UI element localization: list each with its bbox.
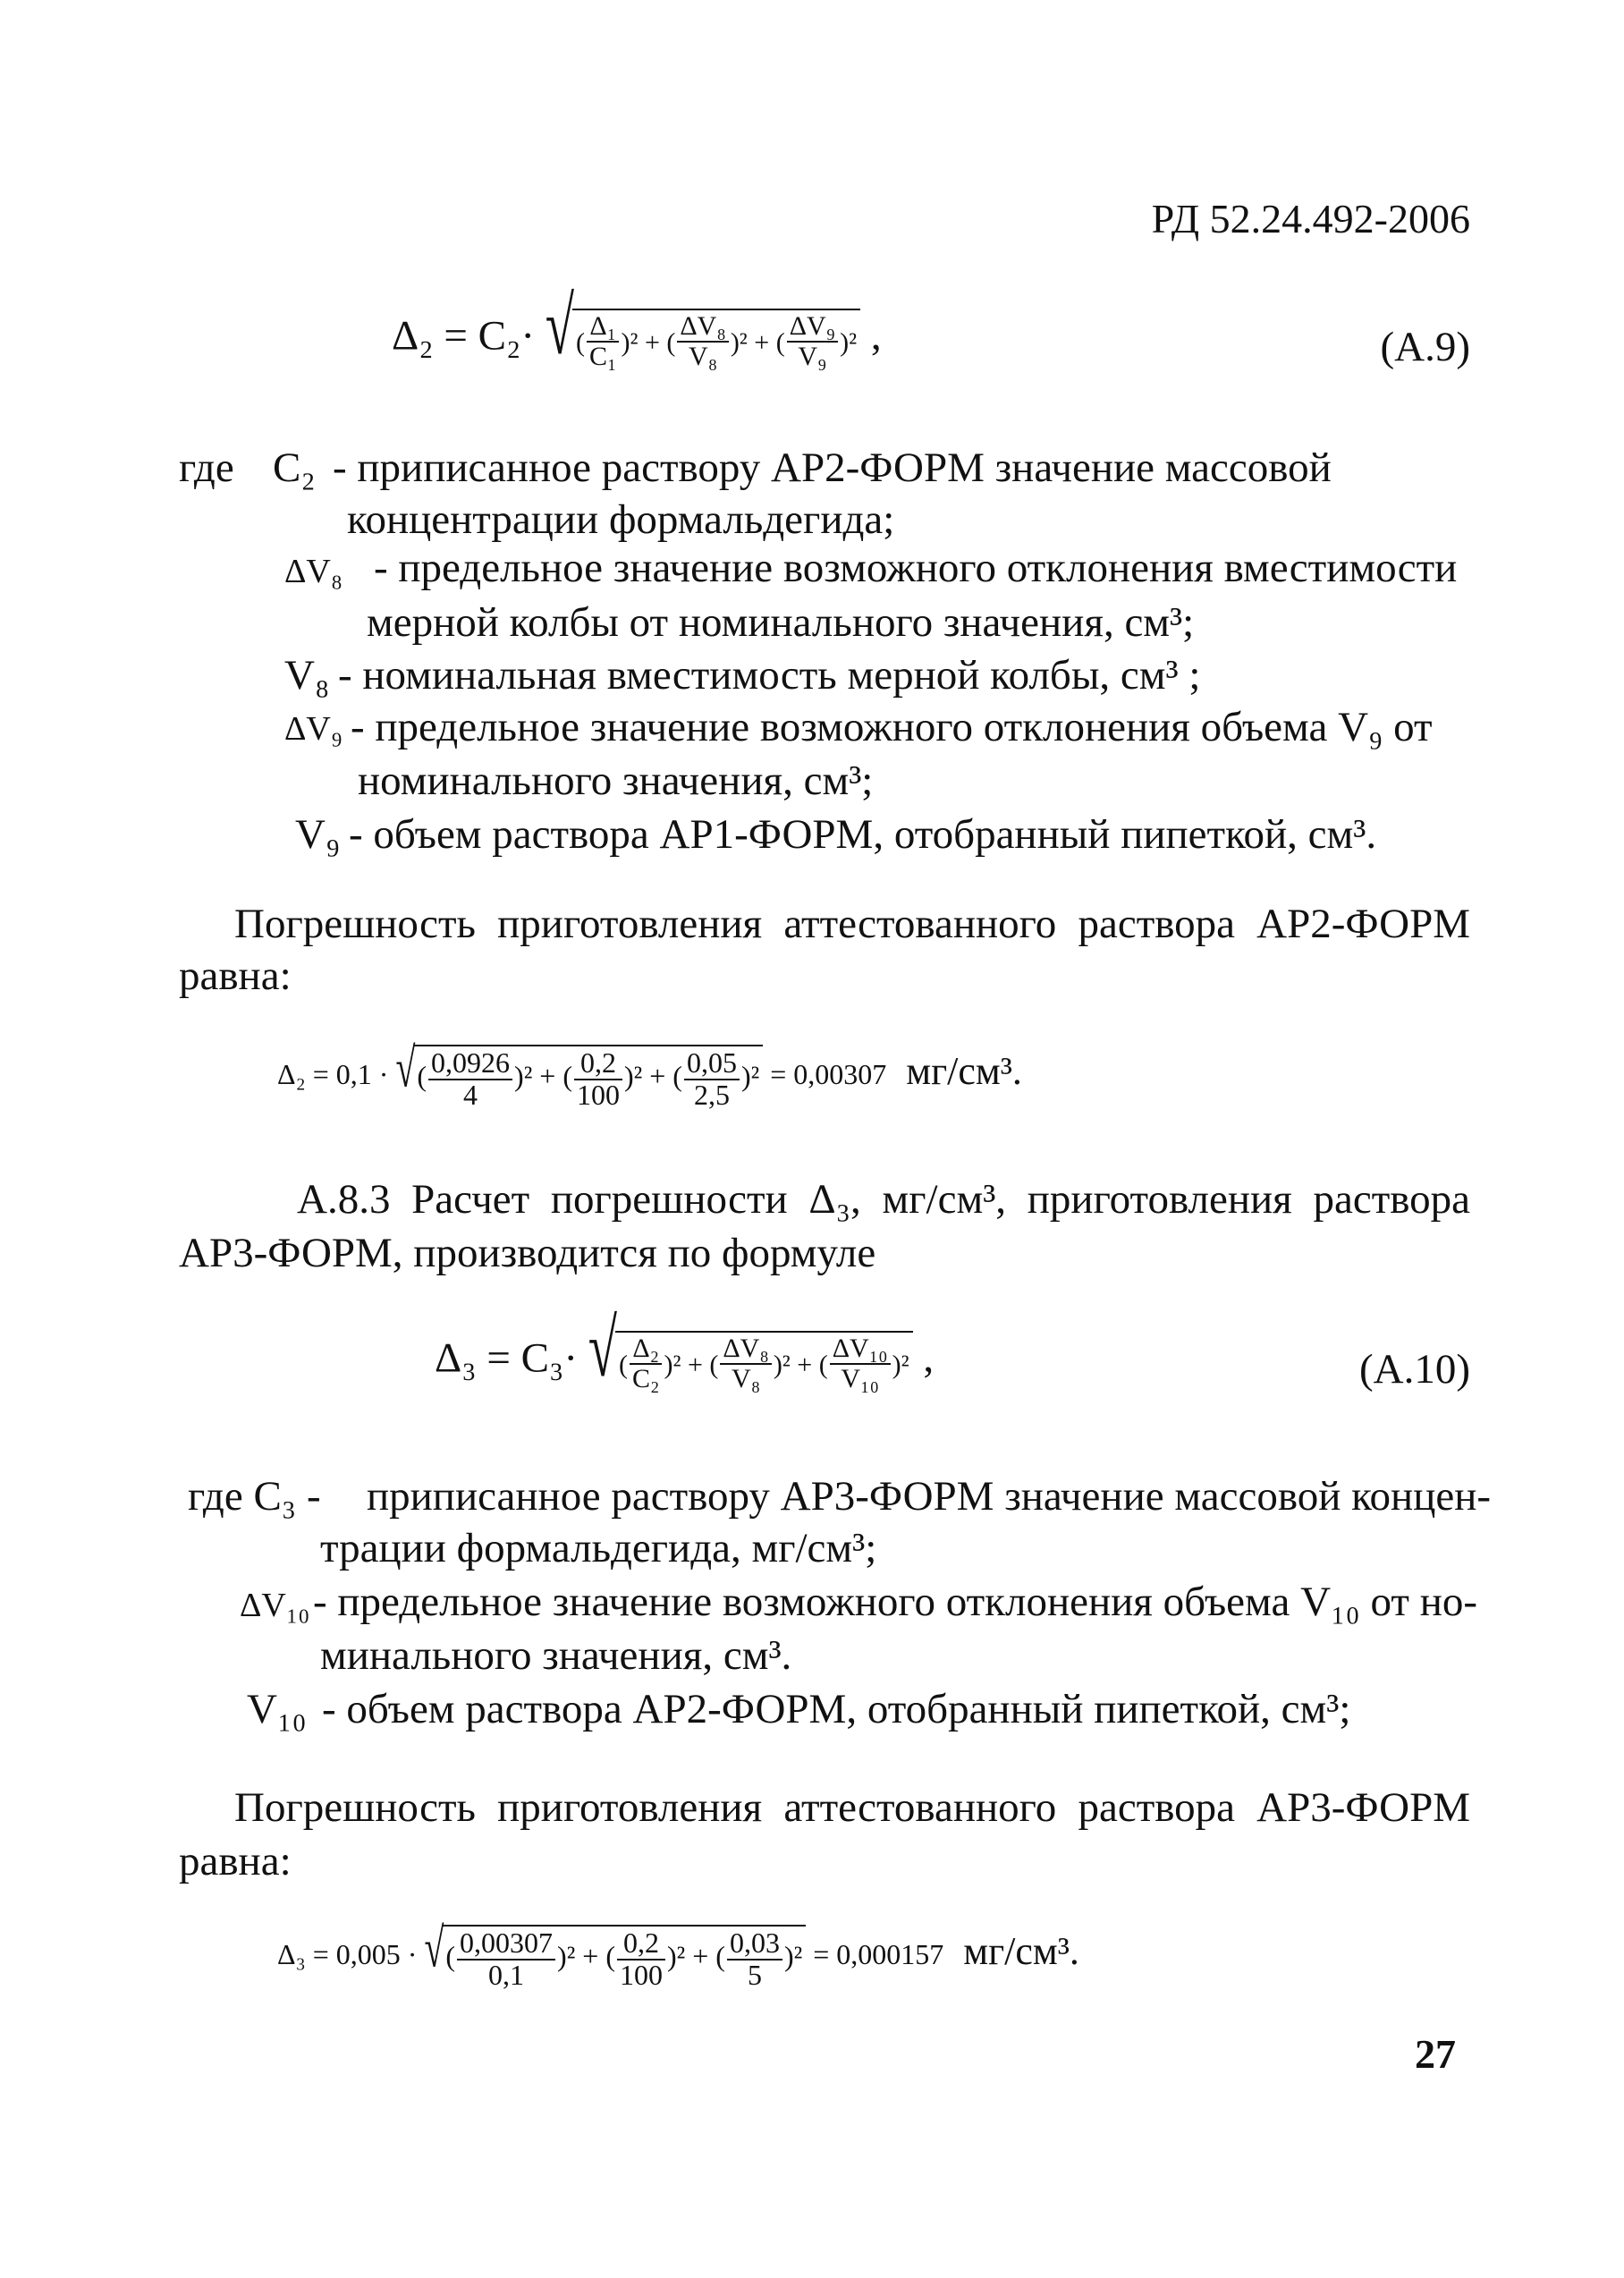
fraction-denominator: 5: [747, 1958, 762, 1991]
equation-number: (А.9): [1380, 324, 1470, 370]
page-number: 27: [1415, 2031, 1456, 2077]
fraction-numerator: ΔV₈: [720, 1334, 771, 1365]
definition-delta-v9: - предельное значение возможного отклонения объема V₉ от: [351, 704, 1433, 750]
calculation-unit: мг/см³.: [906, 1048, 1022, 1093]
sqrt-icon: √: [588, 1303, 618, 1394]
fraction-denominator: 4: [463, 1078, 478, 1111]
definition-c2: - приписанное раствору АР2-ФОРМ значение массовой: [333, 445, 1332, 491]
definition-delta-v10-cont: минального значения, см³.: [320, 1632, 792, 1679]
definition-v9: - объем раствора АР1-ФОРМ, отобранный пипеткой, см³.: [349, 811, 1377, 858]
calculation-result: = 0,00307: [770, 1057, 887, 1090]
fraction-numerator: 0,05: [684, 1048, 740, 1080]
equation-a9: Δ₂ = C₂· √( $\frac{\text{Δ₁}}{\text{C₁}}$ )² + ( $\frac{\text{ΔV₈}}{\text{V₈}}$ )² + ( $\frac{\text{ΔV₉}}{\text{V₉}}$ )² ,: [392, 281, 882, 372]
calculation-unit: мг/см³.: [963, 1928, 1079, 1973]
where-lead: где C₃ -: [188, 1473, 321, 1520]
definition-delta-v9-cont: номинального значения, см³;: [358, 758, 874, 804]
symbol-delta-v8: ΔV₈: [284, 553, 343, 590]
fraction-numerator: ΔV₈: [677, 312, 728, 343]
symbol-v8: V₈: [284, 652, 330, 699]
fraction-numerator: 0,2: [617, 1928, 665, 1960]
radical: √( $\frac{0,0926}{4}$ )² + ( $\frac{0,2}{100}$ )² + ( $\frac{0,05}{2,5}$ )²: [395, 1045, 763, 1110]
equation-number: (А.10): [1359, 1346, 1470, 1393]
definition-c2-cont: концентрации формальдегида;: [347, 496, 895, 543]
equation-a10: Δ₃ = C₃· √( $\frac{\text{Δ₂}}{\text{C₂}}$ )² + ( $\frac{\text{ΔV₈}}{\text{V₈}}$ )² + ( $\frac{\text{ΔV₁₀}}{\text{V₁₀}}$ )² ,: [435, 1303, 935, 1394]
symbol-v9: V₉: [295, 811, 341, 858]
fraction-numerator: 0,2: [574, 1048, 622, 1080]
fraction-numerator: 0,0926: [428, 1048, 512, 1080]
paragraph-ar2-line2: равна:: [179, 953, 292, 999]
fraction-denominator: 2,5: [693, 1078, 730, 1111]
section-a83-line1: А.8.3 Расчет погрешности Δ₃, мг/см³, приготовления раствора: [297, 1176, 1470, 1223]
fraction-denominator: V₁₀: [841, 1363, 879, 1393]
sqrt-icon: √: [545, 281, 575, 372]
fraction-denominator: C₂: [632, 1363, 660, 1393]
calculation-lhs: Δ₃ = 0,005 ·: [277, 1937, 418, 1970]
calculation-delta3: [277, 1916, 1079, 1991]
radical: √( $\frac{\text{Δ₁}}{\text{C₁}}$ )² + ( $\frac{\text{ΔV₈}}{\text{V₈}}$ )² + ( $\frac{\text{ΔV₉}}{\text{V₉}}$ )²: [546, 309, 860, 370]
paragraph-ar3-line2: равна:: [179, 1838, 292, 1884]
section-a83-line2: АР3-ФОРМ, производится по формуле: [179, 1230, 876, 1276]
document-code: РД 52.24.492-2006: [1151, 196, 1470, 241]
fraction-numerator: ΔV₁₀: [830, 1334, 891, 1365]
symbol-delta-v10: ΔV₁₀: [240, 1587, 310, 1624]
sqrt-icon: √: [424, 1916, 444, 1979]
symbol-v10: V₁₀: [247, 1686, 307, 1732]
definition-c3: приписанное раствору АР3-ФОРМ значение массовой концен-: [367, 1473, 1492, 1520]
paragraph-ar3-line1: Погрешность приготовления аттестованного раствора АР3-ФОРМ: [234, 1784, 1470, 1831]
definition-v10: - объем раствора АР2-ФОРМ, отобранный пипеткой, см³;: [322, 1686, 1351, 1732]
definition-c3-cont: трации формальдегида, мг/см³;: [320, 1525, 877, 1571]
definition-v8: - номинальная вместимость мерной колбы, см³ ;: [338, 652, 1201, 699]
calculation-lhs: Δ₂ = 0,1 ·: [277, 1057, 389, 1090]
definition-delta-v8-cont: мерной колбы от номинального значения, см³;: [367, 599, 1195, 646]
fraction-denominator: C₁: [589, 341, 617, 371]
paragraph-ar2-line1: Погрешность приготовления аттестованного раствора АР2-ФОРМ: [234, 901, 1470, 947]
radical: √( $\frac{\text{Δ₂}}{\text{C₂}}$ )² + ( $\frac{\text{ΔV₈}}{\text{V₈}}$ )² + ( $\frac{\text{ΔV₁₀}}{\text{V₁₀}}$ )²: [588, 1331, 913, 1393]
sqrt-icon: √: [395, 1036, 416, 1099]
fraction-numerator: 0,00307: [457, 1928, 555, 1960]
fraction-denominator: V₉: [798, 341, 827, 371]
fraction-numerator: 0,03: [727, 1928, 782, 1960]
definition-delta-v10: - предельное значение возможного отклонения объема V₁₀ от но-: [313, 1579, 1478, 1625]
symbol-c2: C₂: [273, 445, 316, 491]
symbol-delta-v9: ΔV₉: [284, 710, 343, 748]
fraction-numerator: Δ₁: [587, 312, 619, 343]
where-lead: где: [179, 445, 234, 491]
fraction-numerator: Δ₂: [630, 1334, 662, 1365]
fraction-denominator: V₈: [689, 341, 718, 371]
definition-delta-v8: - предельное значение возможного отклонения вместимости: [374, 545, 1458, 591]
equation-lhs: Δ₃ = C₃·: [435, 1334, 579, 1382]
radical: √( $\frac{0,00307}{0,1}$ )² + ( $\frac{0,2}{100}$ )² + ( $\frac{0,03}{5}$ )²: [424, 1925, 806, 1990]
calculation-result: = 0,000157: [813, 1937, 944, 1970]
fraction-numerator: ΔV₉: [787, 312, 838, 343]
fraction-denominator: 100: [577, 1078, 620, 1111]
fraction-denominator: 100: [620, 1958, 663, 1991]
equation-lhs: Δ₂ = C₂·: [392, 312, 536, 360]
fraction-denominator: 0,1: [488, 1958, 525, 1991]
calculation-delta2: [277, 1036, 1022, 1111]
fraction-denominator: V₈: [732, 1363, 761, 1393]
